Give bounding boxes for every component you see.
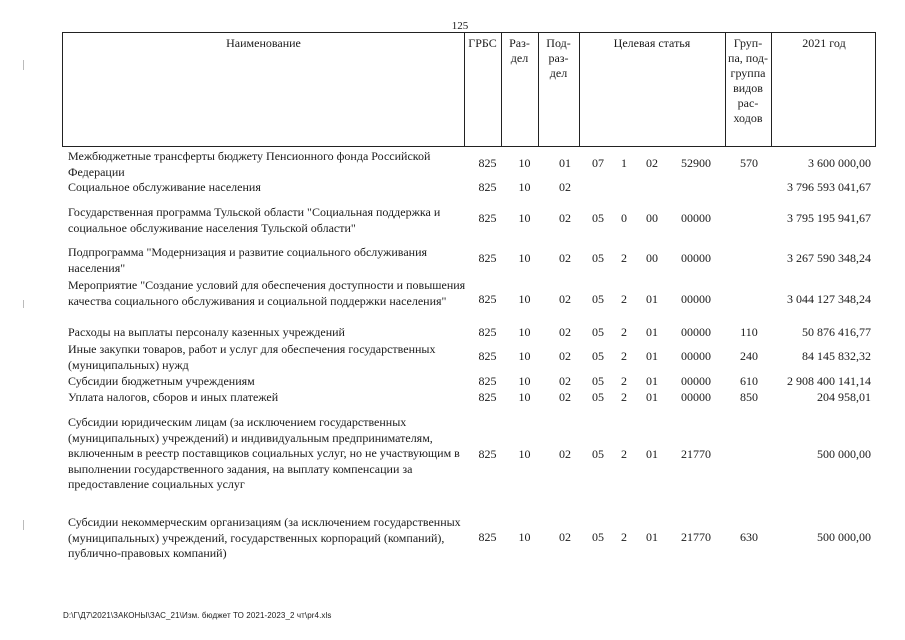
row-t1: 05 — [592, 447, 604, 461]
row-amount: 500 000,00 — [817, 447, 871, 461]
row-rz: 10 — [518, 292, 531, 306]
row-pr: 01 — [559, 156, 571, 170]
row-t4: 00000 — [681, 325, 711, 339]
row-rz: 10 — [518, 156, 531, 170]
scan-margin-mark — [23, 300, 24, 308]
footer-file-path: D:\Г\Д7\2021\ЗАКОНЫ\ЗАС_21\Изм. бюджет ТО 2021-2023_2 чт\pr4.xls — [63, 611, 332, 620]
row-grbs: 825 — [478, 156, 497, 170]
row-t2: 2 — [621, 390, 627, 404]
scan-margin-mark — [23, 520, 24, 530]
row-t3: 01 — [646, 374, 658, 388]
row-t2: 2 — [621, 447, 627, 461]
row-grbs: 825 — [478, 374, 497, 388]
row-name: Расходы на выплаты персоналу казенных учреждений — [68, 325, 345, 339]
row-vr: 610 — [740, 374, 758, 388]
row-pr: 02 — [559, 447, 571, 461]
row-amount: 3 600 000,00 — [808, 156, 871, 170]
row-rz: 10 — [518, 349, 531, 363]
row-name: Субсидии бюджетным учреждениям — [68, 374, 255, 388]
row-name: Мероприятие "Создание условий для обеспечения доступности и повышения качества социального обслуживания и социальной поддержки населения" — [68, 278, 466, 308]
row-rz: 10 — [518, 211, 531, 225]
row-grbs: 825 — [478, 530, 497, 544]
row-t4: 00000 — [681, 349, 711, 363]
row-rz: 10 — [518, 251, 531, 265]
row-name: Государственная программа Тульской области "Социальная поддержка и социальное обслуживание населения Тульской области" — [68, 205, 441, 235]
row-t2: 2 — [621, 530, 627, 544]
row-amount: 3 796 593 041,67 — [787, 180, 871, 194]
row-amount: 50 876 416,77 — [802, 325, 871, 339]
row-t4: 00000 — [681, 390, 711, 404]
row-grbs: 825 — [478, 325, 497, 339]
row-grbs: 825 — [478, 211, 497, 225]
row-t1: 05 — [592, 349, 604, 363]
row-pr: 02 — [559, 251, 571, 265]
scan-margin-mark — [23, 60, 24, 70]
row-name: Социальное обслуживание населения — [68, 180, 261, 194]
row-grbs: 825 — [478, 390, 497, 404]
row-t3: 01 — [646, 447, 658, 461]
row-t2: 2 — [621, 325, 627, 339]
row-amount: 204 958,01 — [817, 390, 871, 404]
row-amount: 2 908 400 141,14 — [787, 374, 871, 388]
row-t4: 00000 — [681, 374, 711, 388]
row-t4: 52900 — [681, 156, 711, 170]
row-t3: 00 — [646, 251, 658, 265]
row-amount: 3 795 195 941,67 — [787, 211, 871, 225]
row-vr: 630 — [740, 530, 758, 544]
row-grbs: 825 — [478, 349, 497, 363]
row-t3: 02 — [646, 156, 658, 170]
row-t2: 1 — [621, 156, 627, 170]
row-name: Субсидии юридическим лицам (за исключением государственных (муниципальных) учреждений) и индивидуальным предпринимателям, включенным в реестр поставщиков социальных услуг, но не участвующим в выполнении государственного задания, на выплату компенсации за предоставление социальных услуг — [68, 415, 460, 491]
row-name: Иные закупки товаров, работ и услуг для обеспечения государственных (муниципальных) нужд — [68, 342, 436, 372]
row-name: Межбюджетные трансферты бюджету Пенсионного фонда Российской Федерации — [68, 149, 431, 179]
row-t1: 05 — [592, 374, 604, 388]
row-t3: 01 — [646, 325, 658, 339]
row-t1: 05 — [592, 292, 604, 306]
row-amount: 3 044 127 348,24 — [787, 292, 871, 306]
row-t3: 01 — [646, 390, 658, 404]
header-razdel: Раз- дел — [509, 36, 530, 65]
row-pr: 02 — [559, 325, 571, 339]
row-pr: 02 — [559, 374, 571, 388]
header-year: 2021 год — [802, 36, 846, 50]
row-vr: 570 — [740, 156, 758, 170]
row-t3: 00 — [646, 211, 658, 225]
row-name: Подпрограмма "Модернизация и развитие социального обслуживания населения" — [68, 245, 428, 275]
row-rz: 10 — [518, 447, 531, 461]
row-amount: 3 267 590 348,24 — [787, 251, 871, 265]
row-t4: 00000 — [681, 292, 711, 306]
header-gruppa-vidov-rashodov: Груп- па, под- группа видов рас- ходов — [728, 36, 768, 125]
row-vr: 240 — [740, 349, 758, 363]
row-t1: 05 — [592, 325, 604, 339]
row-t2: 2 — [621, 374, 627, 388]
row-t1: 05 — [592, 530, 604, 544]
row-pr: 02 — [559, 180, 571, 194]
row-t1: 05 — [592, 211, 604, 225]
row-name: Субсидии некоммерческим организациям (за исключением государственных (муниципальных) учреждений, государственных корпораций (компаний), публично-правовых компаний) — [68, 515, 461, 560]
row-t1: 05 — [592, 390, 604, 404]
row-grbs: 825 — [478, 447, 497, 461]
row-t2: 2 — [621, 251, 627, 265]
table-header — [62, 32, 876, 147]
row-t4: 21770 — [681, 447, 711, 461]
row-t3: 01 — [646, 530, 658, 544]
row-grbs: 825 — [478, 292, 497, 306]
row-vr: 110 — [740, 325, 758, 339]
row-vr: 850 — [740, 390, 758, 404]
row-rz: 10 — [518, 530, 531, 544]
row-pr: 02 — [559, 292, 571, 306]
row-t4: 21770 — [681, 530, 711, 544]
row-rz: 10 — [518, 180, 531, 194]
header-name: Наименование — [226, 36, 301, 50]
row-rz: 10 — [518, 374, 531, 388]
row-pr: 02 — [559, 211, 571, 225]
row-rz: 10 — [518, 325, 531, 339]
row-t2: 2 — [621, 349, 627, 363]
row-t3: 01 — [646, 349, 658, 363]
row-grbs: 825 — [478, 180, 497, 194]
row-pr: 02 — [559, 390, 571, 404]
row-pr: 02 — [559, 349, 571, 363]
row-t3: 01 — [646, 292, 658, 306]
row-grbs: 825 — [478, 251, 497, 265]
header-podrazdel: Под- раз- дел — [546, 36, 571, 80]
row-t1: 07 — [592, 156, 604, 170]
header-celevaya-statya: Целевая статья — [613, 36, 691, 50]
header-grbs: ГРБС — [468, 36, 497, 50]
row-amount: 500 000,00 — [817, 530, 871, 544]
row-t4: 00000 — [681, 211, 711, 225]
row-t2: 0 — [621, 211, 627, 225]
row-t1: 05 — [592, 251, 604, 265]
row-t2: 2 — [621, 292, 627, 306]
row-name: Уплата налогов, сборов и иных платежей — [68, 390, 279, 404]
row-t4: 00000 — [681, 251, 711, 265]
row-pr: 02 — [559, 530, 571, 544]
page-number: 125 — [451, 20, 469, 32]
row-amount: 84 145 832,32 — [802, 349, 871, 363]
row-rz: 10 — [518, 390, 531, 404]
